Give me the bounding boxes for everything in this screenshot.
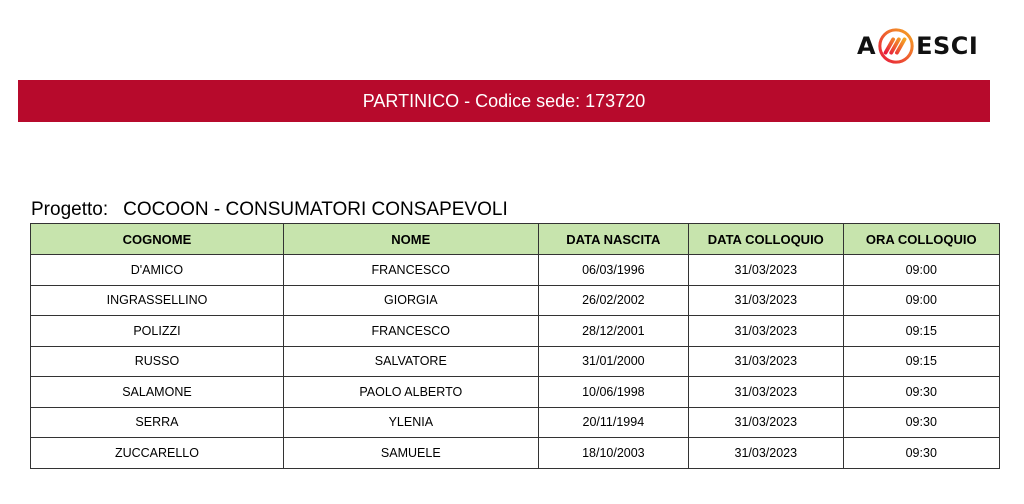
cell-data-nascita: 26/02/2002 [538, 285, 688, 316]
cell-cognome: SALAMONE [31, 377, 284, 408]
cell-ora-colloquio: 09:15 [843, 346, 999, 377]
cell-data-colloquio: 31/03/2023 [689, 438, 843, 469]
logo-mark-icon [877, 27, 915, 65]
column-header-cognome: COGNOME [31, 224, 284, 255]
column-header-data-nascita: DATA NASCITA [538, 224, 688, 255]
column-header-nome: NOME [283, 224, 538, 255]
cell-nome: FRANCESCO [283, 255, 538, 286]
cell-data-nascita: 31/01/2000 [538, 346, 688, 377]
cell-data-nascita: 10/06/1998 [538, 377, 688, 408]
column-header-data-colloquio: DATA COLLOQUIO [689, 224, 843, 255]
cell-nome: FRANCESCO [283, 316, 538, 347]
column-header-ora-colloquio: ORA COLLOQUIO [843, 224, 999, 255]
amesci-logo [857, 26, 978, 66]
cell-nome: SAMUELE [283, 438, 538, 469]
cell-cognome: RUSSO [31, 346, 284, 377]
cell-cognome: POLIZZI [31, 316, 284, 347]
cell-cognome: INGRASSELLINO [31, 285, 284, 316]
cell-ora-colloquio: 09:15 [843, 316, 999, 347]
project-name: COCOON - CONSUMATORI CONSAPEVOLI [123, 199, 508, 220]
cell-ora-colloquio: 09:30 [843, 377, 999, 408]
cell-data-colloquio: 31/03/2023 [689, 407, 843, 438]
cell-data-nascita: 20/11/1994 [538, 407, 688, 438]
cell-cognome: D'AMICO [31, 255, 284, 286]
cell-ora-colloquio: 09:30 [843, 438, 999, 469]
cell-data-colloquio: 31/03/2023 [689, 316, 843, 347]
banner-title: PARTINICO - Codice sede: 173720 [362, 90, 646, 111]
cell-nome: YLENIA [283, 407, 538, 438]
interview-schedule-table [30, 223, 1000, 469]
table-row [31, 255, 1000, 286]
table-row [31, 438, 1000, 469]
cell-ora-colloquio: 09:00 [843, 285, 999, 316]
table-header-row [31, 224, 1000, 255]
cell-ora-colloquio: 09:30 [843, 407, 999, 438]
cell-ora-colloquio: 09:00 [843, 255, 999, 286]
cell-data-colloquio: 31/03/2023 [689, 285, 843, 316]
table-row [31, 407, 1000, 438]
project-label: Progetto: [31, 199, 109, 220]
table-row [31, 346, 1000, 377]
cell-data-nascita: 18/10/2003 [538, 438, 688, 469]
cell-cognome: ZUCCARELLO [31, 438, 284, 469]
cell-data-nascita: 28/12/2001 [538, 316, 688, 347]
cell-data-colloquio: 31/03/2023 [689, 346, 843, 377]
table-row [31, 285, 1000, 316]
table-row [31, 316, 1000, 347]
site-banner [18, 80, 990, 122]
cell-data-colloquio: 31/03/2023 [689, 255, 843, 286]
cell-nome: PAOLO ALBERTO [283, 377, 538, 408]
project-line [31, 199, 508, 221]
cell-cognome: SERRA [31, 407, 284, 438]
cell-data-colloquio: 31/03/2023 [689, 377, 843, 408]
cell-nome: GIORGIA [283, 285, 538, 316]
logo-text-right: ESCI [916, 32, 979, 60]
cell-nome: SALVATORE [283, 346, 538, 377]
cell-data-nascita: 06/03/1996 [538, 255, 688, 286]
table-row [31, 377, 1000, 408]
logo-text-left: A [857, 32, 877, 60]
